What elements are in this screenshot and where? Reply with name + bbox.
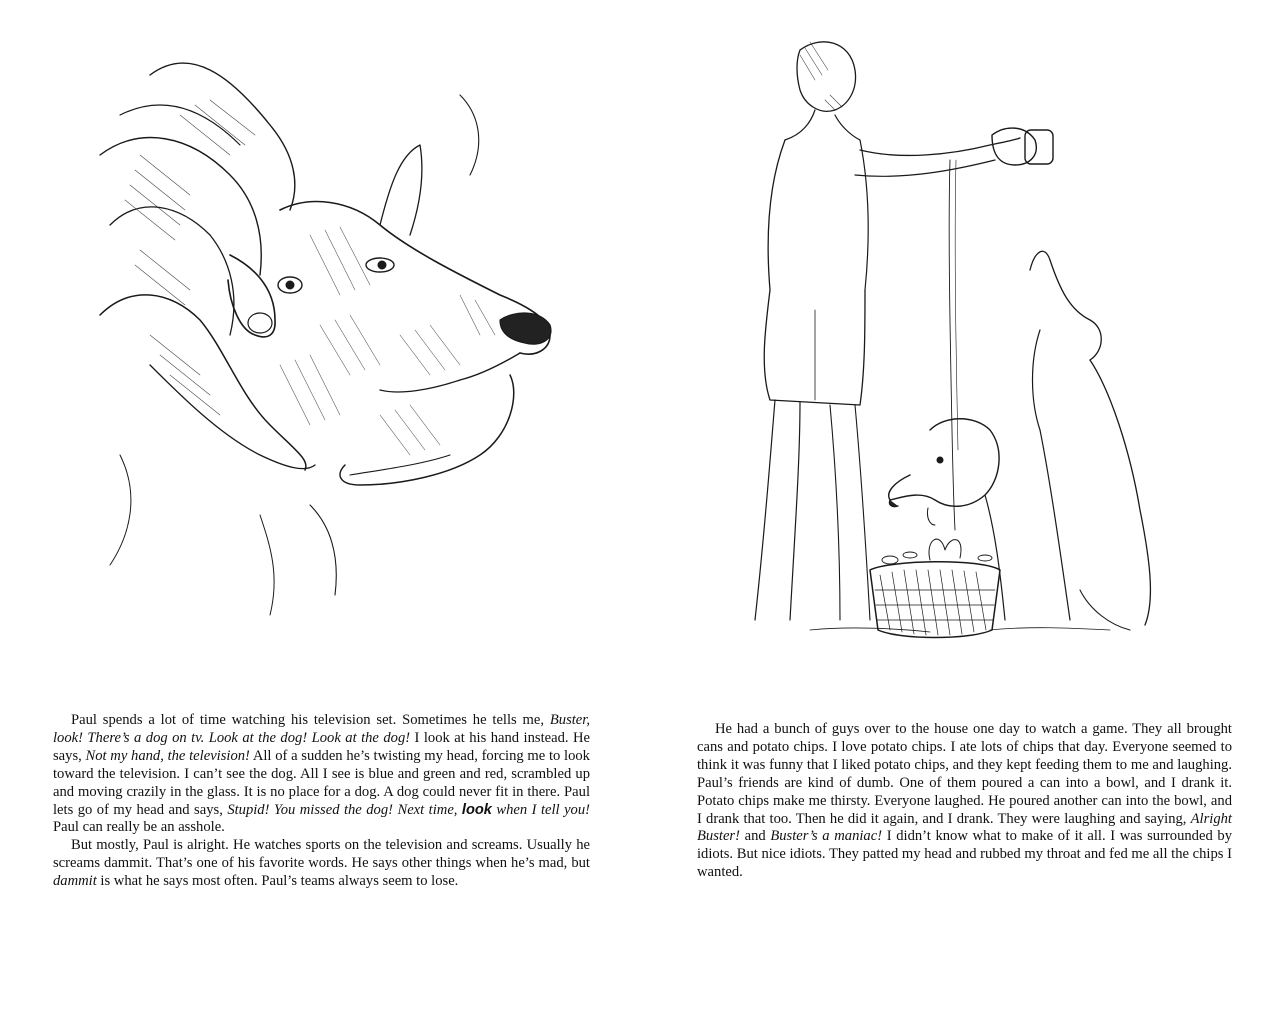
text-run-italic: when I tell you! (491, 801, 590, 818)
right-page-text (697, 721, 1232, 882)
text-run: All of a sudden he’s twisting my head, forcing me to look toward the television. I can’t see the dog. All I see is blue and green and red, scrambled up and moving crazily in the glass. It is no place for a dog. A dog could never fit in there. Paul lets go of my head and says, (53, 747, 590, 818)
text-run: I look at his hand instead. He says, (53, 729, 590, 764)
text-run-bold: look (461, 801, 492, 818)
right-page (640, 0, 1280, 1009)
text-run-italic: dammit (53, 873, 97, 890)
text-run: and (739, 828, 771, 845)
hand-petting-dog-illustration (80, 35, 600, 635)
paragraph (53, 712, 590, 837)
text-run: But mostly, Paul is alright. He watches sports on the television and screams. Usually he screams dammit. That’s one of his favorite words. He says other things when he’s mad, but (53, 837, 590, 872)
man-pouring-can-with-dogs-illustration (730, 30, 1250, 650)
text-run-italic: Buster, look! There’s a dog on tv. Look at the dog! Look at the dog! (53, 712, 590, 746)
text-run: Paul can really be an asshole. (53, 819, 225, 836)
text-run-italic: Not my hand, the television! (85, 747, 250, 764)
paragraph (697, 721, 1232, 882)
text-run: I didn’t know what to make of it all. I was surrounded by idiots. But nice idiots. They patted my head and rubbed my throat and fed me all the chips I wanted. (697, 828, 1232, 881)
paragraph (53, 837, 590, 891)
text-run-italic: Stupid! You missed the dog! Next time, (227, 801, 462, 818)
text-run-italic: Alright Buster! (697, 810, 1232, 845)
text-run: is what he says most often. Paul’s teams always seem to lose. (96, 873, 459, 890)
text-run: Paul spends a lot of time watching his television set. Sometimes he tells me, (71, 712, 550, 728)
text-run-italic: Buster’s a maniac! (770, 828, 883, 845)
left-page-text (53, 712, 590, 891)
text-run: He had a bunch of guys over to the house one day to watch a game. They all brought cans and potato chips. I love potato chips. I ate lots of chips that day. Everyone seemed to think it was funny that I liked potato chips, and they kept feeding them to me and laughing. Paul’s friends are kind of dumb. One of them poured a can into a bowl, and I drank it. Potato chips make me thirsty. Everyone laughed. He poured another can into the bowl, and I drank that too. Then he did it again, and I drank. They were laughing and saying, (697, 721, 1232, 827)
